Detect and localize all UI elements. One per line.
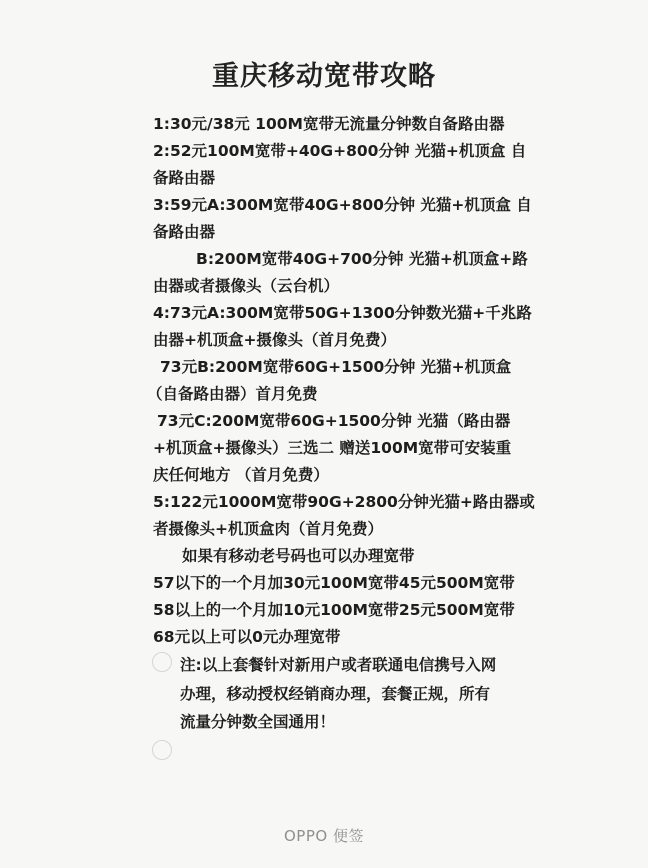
note-line-11: （自备路由器）首月免费 <box>147 385 318 403</box>
note-line-8: 4:73元A:300M宽带50G+1300分钟数光猫+千兆路 <box>153 304 532 322</box>
app-watermark: OPPO 便签 <box>284 827 364 845</box>
note-line-15: 5:122元1000M宽带90G+2800分钟光猫+路由器或 <box>153 493 535 511</box>
note-title: 重庆移动宽带攻略 <box>212 61 436 92</box>
note-line-17: 如果有移动老号码也可以办理宽带 <box>182 547 415 565</box>
note-line-1: 1:30元/38元 100M宽带无流量分钟数自备路由器 <box>153 115 505 133</box>
note-line-12: 73元C:200M宽带60G+1500分钟 光猫（路由器 <box>157 412 511 430</box>
note-line-14: 庆任何地方 （首月免费） <box>153 466 329 484</box>
checklist-line-1: 注:以上套餐针对新用户或者联通电信携号入网 <box>180 656 497 674</box>
note-line-5: 备路由器 <box>153 223 216 241</box>
checklist-line-2: 办理，移动授权经销商办理，套餐正规，所有 <box>180 685 491 703</box>
note-line-3: 备路由器 <box>153 169 216 187</box>
checkbox-icon[interactable] <box>152 740 172 760</box>
note-line-9: 由器+机顶盒+摄像头（首月免费） <box>153 331 396 349</box>
note-line-7: 由器或者摄像头（云台机） <box>153 277 340 295</box>
note-line-2: 2:52元100M宽带+40G+800分钟 光猫+机顶盒 自 <box>153 142 527 160</box>
checkbox-icon[interactable] <box>152 652 172 672</box>
note-line-4: 3:59元A:300M宽带40G+800分钟 光猫+机顶盒 自 <box>153 196 532 214</box>
note-line-10: 73元B:200M宽带60G+1500分钟 光猫+机顶盒 <box>160 358 512 376</box>
checklist-line-3: 流量分钟数全国通用！ <box>180 713 336 731</box>
note-line-18: 57以下的一个月加30元100M宽带45元500M宽带 <box>153 574 515 592</box>
note-line-13: +机顶盒+摄像头）三选二 赠送100M宽带可安装重 <box>153 439 512 457</box>
note-line-16: 者摄像头+机顶盒肉（首月免费） <box>153 520 383 538</box>
note-line-6: B:200M宽带40G+700分钟 光猫+机顶盒+路 <box>196 250 528 268</box>
note-line-19: 58以上的一个月加10元100M宽带25元500M宽带 <box>153 601 515 619</box>
note-line-20: 68元以上可以0元办理宽带 <box>153 628 341 646</box>
